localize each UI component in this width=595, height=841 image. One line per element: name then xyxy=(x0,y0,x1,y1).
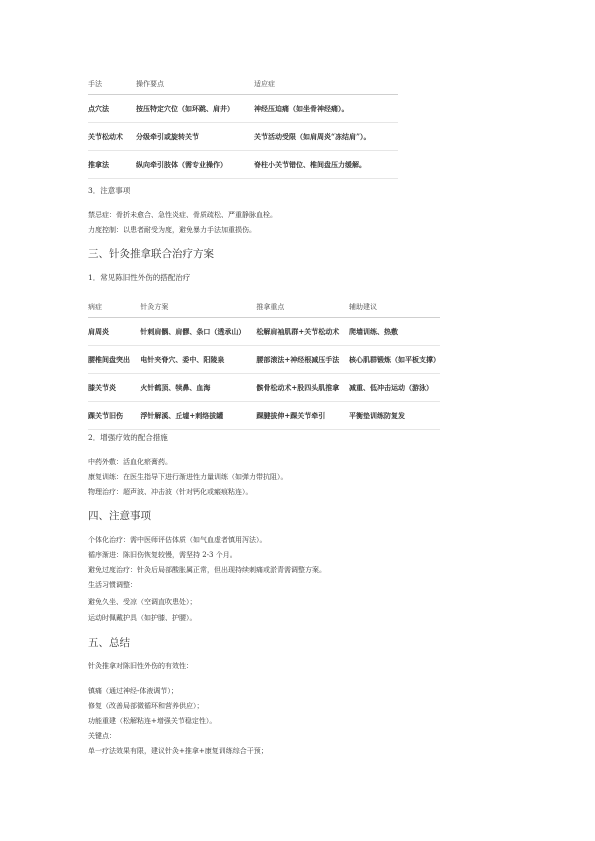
table-row xyxy=(88,318,440,346)
subsection-heading: 1．常见陈旧性外伤的搭配治疗 xyxy=(88,273,191,282)
table-cell: 核心肌群锻炼（如平板支撑） xyxy=(349,346,440,374)
manipulation-table xyxy=(88,74,398,179)
paragraph-line: 中药外敷：活血化瘀膏药。 xyxy=(88,458,172,466)
paragraph-line: 避免久坐、受凉（空调直吹患处）； xyxy=(88,598,197,606)
table-cell: 肩周炎 xyxy=(88,318,140,346)
section-title: 三、针灸推拿联合治疗方案 xyxy=(88,248,214,260)
table-cell: 推拿法 xyxy=(88,151,136,179)
table-header-cell: 操作要点 xyxy=(136,74,254,95)
table-header-cell: 手法 xyxy=(88,74,136,95)
table-header-cell: 推拿重点 xyxy=(256,297,349,318)
table-cell: 点穴法 xyxy=(88,95,136,123)
paragraph-line: 物理治疗：超声波、冲击波（针对钙化或瘢痕粘连）。 xyxy=(88,488,253,496)
paragraph-line: 康复训练：在医生指导下进行渐进性力量训练（如弹力带抗阻）。 xyxy=(88,473,288,481)
table-cell: 踝腱拔伸+踝关节牵引 xyxy=(256,402,349,430)
table-row xyxy=(88,374,440,402)
section-heading: 3．注意事项 xyxy=(88,186,131,195)
paragraph-line: 循序渐进：陈旧伤恢复较慢，需坚持 2-3 个月。 xyxy=(88,551,237,559)
paragraph-line: 功能重建（松解粘连+增强关节稳定性）。 xyxy=(88,717,217,725)
table-row xyxy=(88,402,440,430)
section-title: 四、注意事项 xyxy=(88,510,151,522)
paragraph-line: 个体化治疗：需中医师评估体质（如气血虚者慎用泻法）。 xyxy=(88,536,267,544)
table-cell: 浮针解溪、丘墟+刺络拔罐 xyxy=(140,402,256,430)
table-header-row xyxy=(88,74,398,95)
table-cell: 腰椎间盘突出 xyxy=(88,346,140,374)
table-cell: 按压特定穴位（如环跳、肩井） xyxy=(136,95,254,123)
table-cell: 膝关节炎 xyxy=(88,374,140,402)
table-cell: 腰部滚法+神经根减压手法 xyxy=(256,346,349,374)
table-header-cell: 适应症 xyxy=(254,74,398,95)
paragraph-line: 避免过度治疗：针灸后局部酸胀属正常，但出现持续刺痛或淤青需调整方案。 xyxy=(88,566,326,574)
table-cell: 关节活动受限（如肩周炎“冻结肩”）。 xyxy=(254,123,398,151)
table-row xyxy=(88,123,398,151)
paragraph-line: 力度控制：以患者耐受为度，避免暴力手法加重损伤。 xyxy=(88,226,256,234)
table-cell: 火针鹤顶、犊鼻、血海 xyxy=(140,374,256,402)
table-cell: 减重、低冲击运动（游泳） xyxy=(349,374,440,402)
table-row xyxy=(88,346,440,374)
paragraph-line: 关键点： xyxy=(88,732,116,740)
subsection-heading: 2．增强疗效的配合措施 xyxy=(88,433,168,442)
paragraph-line: 修复（改善局部微循环和营养供应）； xyxy=(88,702,204,710)
table-row xyxy=(88,151,398,179)
table-cell: 分级牵引或旋转关节 xyxy=(136,123,254,151)
table-header-row xyxy=(88,297,440,318)
table-cell: 踝关节旧伤 xyxy=(88,402,140,430)
table-cell: 爬墙训练、热敷 xyxy=(349,318,440,346)
paragraph-line: 镇痛（通过神经-体液调节）； xyxy=(88,687,178,695)
section-title: 五、总结 xyxy=(88,637,130,649)
paragraph-line: 禁忌症：骨折未愈合、急性炎症、骨质疏松、严重静脉血栓。 xyxy=(88,211,277,219)
table-cell: 脊柱小关节错位、椎间盘压力缓解。 xyxy=(254,151,398,179)
table-row xyxy=(88,95,398,123)
table-header-cell: 针灸方案 xyxy=(140,297,256,318)
paragraph-line: 针灸推拿对陈旧性外伤的有效性： xyxy=(88,662,193,670)
table-cell: 松解肩袖肌群+关节松动术 xyxy=(256,318,349,346)
paragraph-line: 单一疗法效果有限，建议针灸+推拿+康复训练综合干预； xyxy=(88,747,268,755)
treatment-plan-table xyxy=(88,297,440,430)
table-header-cell: 病症 xyxy=(88,297,140,318)
table-cell: 针刺肩髃、肩髎、条口（透承山） xyxy=(140,318,256,346)
table-cell: 纵向牵引肢体（需专业操作） xyxy=(136,151,254,179)
paragraph-line: 运动时佩戴护具（如护膝、护腰）。 xyxy=(88,614,197,622)
table-cell: 神经压迫痛（如坐骨神经痛）。 xyxy=(254,95,398,123)
table-cell: 髌骨松动术+股四头肌推拿 xyxy=(256,374,349,402)
paragraph-line: 生活习惯调整： xyxy=(88,581,137,589)
table-cell: 平衡垫训练防复发 xyxy=(349,402,440,430)
table-cell: 关节松动术 xyxy=(88,123,136,151)
table-header-cell: 辅助建议 xyxy=(349,297,440,318)
table-cell: 电针夹脊穴、委中、阳陵泉 xyxy=(140,346,256,374)
